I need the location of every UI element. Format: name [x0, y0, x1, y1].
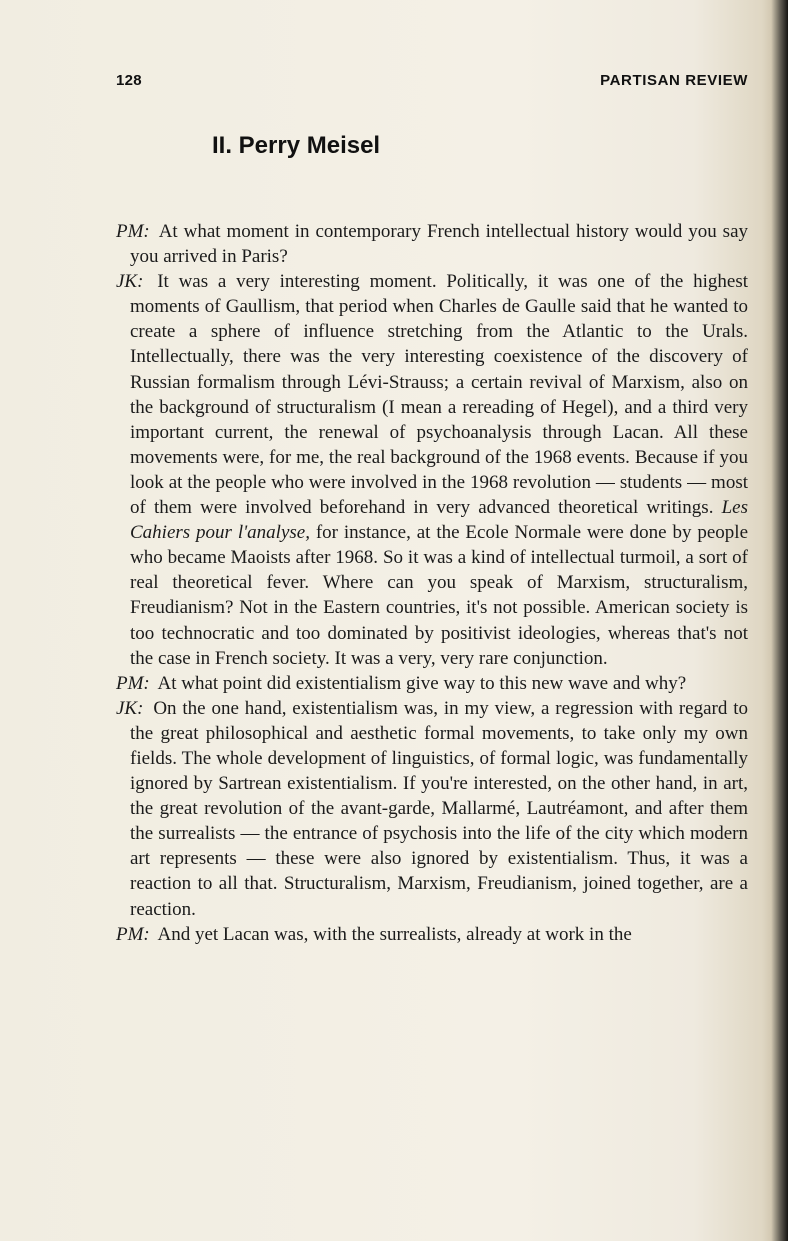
dialogue-text: And yet Lacan was, with the surrealists, already at work in the	[157, 923, 632, 945]
dialogue-turn	[116, 671, 748, 696]
dialogue-text: for instance, at the Ecole Normale were done by people who became Maoists after 1968. So it was a kind of intellectual turmoil, a sort of real theoretical fever. Where can you speak of Marxism, structuralism, Freudianism? Not in the Eastern countries, it's not possible. American society is too technocratic and too dominated by positivist ideologies, whereas that's not the case in French society. It was a very, very rare conjunction.	[130, 522, 748, 669]
dialogue-text: At what moment in contemporary French intellectual history would you say you arrived in Paris?	[130, 221, 749, 268]
speaker-label: PM:	[116, 221, 150, 242]
dialogue-text: At what point did existentialism give way to this new wave and why?	[157, 672, 687, 694]
running-title: PARTISAN REVIEW	[600, 72, 748, 89]
section-title: II. Perry Meisel	[212, 132, 381, 159]
speaker-label: JK:	[116, 271, 144, 293]
dialogue-turn	[116, 269, 748, 671]
speaker-label: PM:	[116, 923, 150, 945]
journal-title: Les Cahiers pour l'analyse,	[130, 497, 749, 544]
page-gutter-shadow	[762, 0, 788, 1241]
running-header	[116, 72, 748, 94]
dialogue-turn	[116, 219, 748, 269]
speaker-label: JK:	[116, 697, 144, 719]
speaker-label: PM:	[116, 672, 150, 694]
dialogue-turn	[116, 696, 748, 922]
page-number: 128	[116, 72, 142, 89]
dialogue-text: On the one hand, existentialism was, in my view, a regression with regard to the great philosophical and aesthetic formal movements, to take only my own fields. The whole development of linguistics, of formal logic, was fundamentally ignored by Sartrean existentialism. If you're interested, on the other hand, in art, the great revolution of the avant-garde, Mallarmé, Lautréamont, and after them the surrealists — the entrance of psychosis into the life of the city which modern art represents — these were also ignored by existentialism. Thus, it was a reaction to all that. Structuralism, Marxism, Freudianism, joined together, are a reaction.	[130, 697, 749, 920]
dialogue-turn	[116, 922, 748, 947]
dialogue-text: It was a very interesting moment. Politically, it was one of the highest moments of Gaullism, that period when Charles de Gaulle said that he wanted to create a sphere of influence stretching from the Atlantic to the Urals. Intellectually, there was the very interesting coexistence of the discovery of Russian formalism through Lévi-Strauss; a certain revival of Marxism, also on the background of structuralism (I mean a rereading of Hegel), and a third very important current, the renewal of psychoanalysis through Lacan. All these movements were, for me, the real background of the 1968 events. Because if you look at the people who were involved in the 1968 revolution — students — most of them were involved beforehand in very advanced theoretical writings.	[130, 271, 749, 519]
interview-body	[116, 219, 748, 947]
